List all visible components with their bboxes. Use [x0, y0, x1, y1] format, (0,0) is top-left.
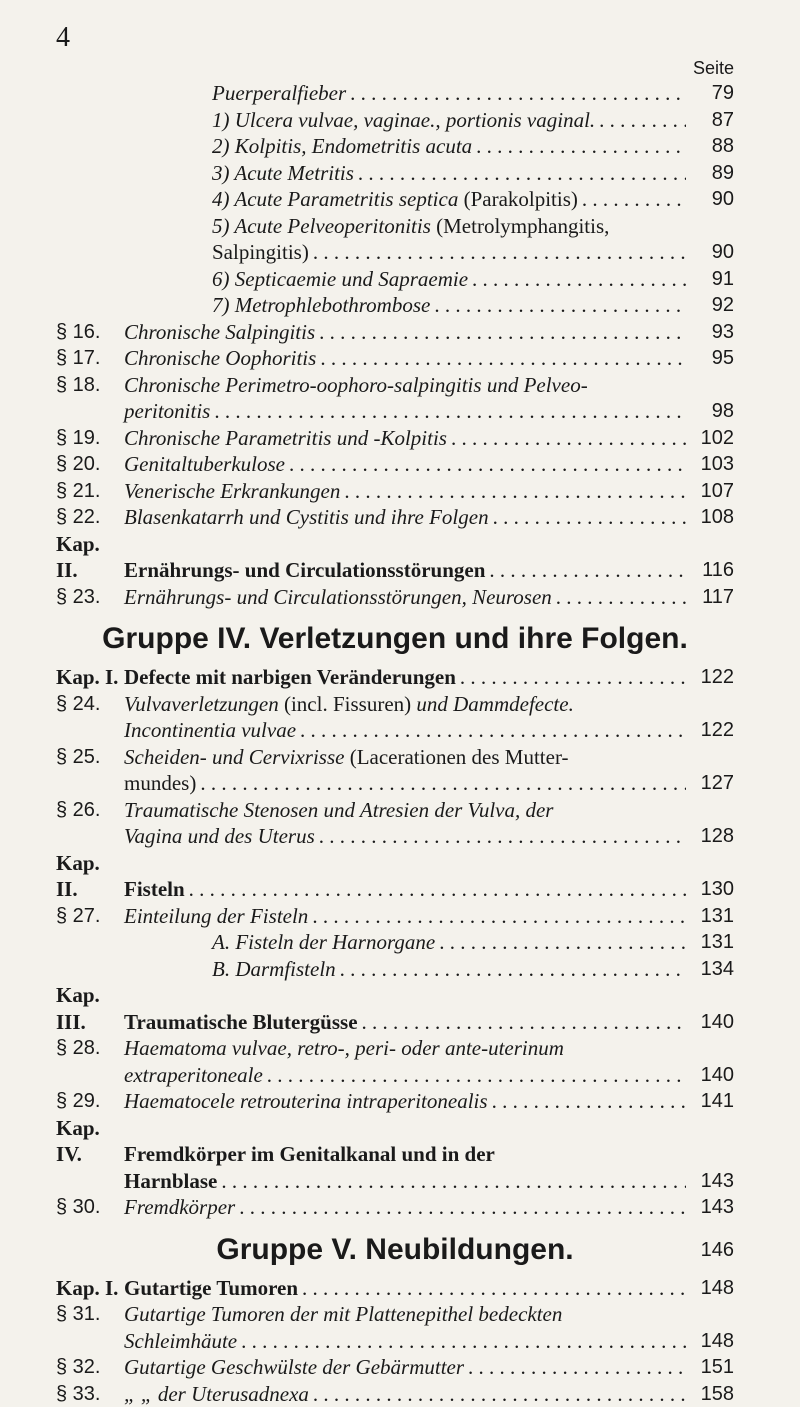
title-text: Fisteln: [124, 877, 185, 901]
page-ref: 143: [692, 1168, 734, 1195]
title-text: 6) Septicaemie und Sapraemie: [212, 267, 468, 291]
entry-title: [212, 186, 578, 213]
toc-entry: [56, 1115, 734, 1168]
dot-leader: [313, 239, 686, 266]
section-number: § 28.: [56, 1035, 124, 1062]
page-ref: 127: [692, 770, 734, 797]
title-text: Scheiden- und Cervixrisse: [124, 745, 344, 769]
section-number: § 20.: [56, 451, 124, 478]
dot-leader: [599, 107, 686, 134]
page-ref: 141: [692, 1088, 734, 1115]
page-ref: 130: [692, 876, 734, 903]
entry-body: [124, 664, 692, 691]
title-text: Ernährungs- und Circulationsstörungen: [124, 558, 485, 582]
dot-leader: [492, 1088, 686, 1115]
toc-entry: [56, 717, 734, 744]
title-text: B. Darmfisteln: [212, 957, 336, 981]
entry-title: [124, 1168, 217, 1195]
entry-body: [124, 1194, 692, 1221]
title-text: Fremdkörper im Genitalkanal und in der: [124, 1142, 495, 1166]
page-column-label: Seite: [693, 58, 734, 79]
page-ref: 122: [692, 664, 734, 691]
page-ref: 146: [701, 1233, 734, 1267]
entry-title: [124, 372, 588, 399]
title-text: 5) Acute Pelveoperitonitis: [212, 214, 431, 238]
page-ref: 134: [692, 956, 734, 983]
entry-body: [124, 425, 692, 452]
dot-leader: [320, 345, 686, 372]
page-ref: 90: [692, 186, 734, 213]
title-upright: (Parakolpitis): [458, 187, 578, 211]
entry-body: [124, 1275, 692, 1302]
entry-title: [124, 1009, 358, 1036]
dot-leader: [472, 266, 686, 293]
entry-body: [124, 1088, 692, 1115]
section-number: § 16.: [56, 319, 124, 346]
title-text: Puerperalfieber: [212, 81, 346, 105]
entry-title: [124, 823, 315, 850]
title-text: Vulvaverletzungen: [124, 692, 279, 716]
entry-body: [124, 929, 692, 956]
section-number: Kap. IV.: [56, 1115, 124, 1168]
title-continuation: Incontinentia vulvae: [124, 718, 296, 742]
entry-body: [124, 1009, 692, 1036]
title-text: „ „ der Uterusadnexa: [124, 1382, 309, 1406]
toc-entry: [56, 107, 734, 134]
entry-title: [212, 292, 430, 319]
entry-body: [124, 239, 692, 266]
toc-entry: [56, 1194, 734, 1221]
section-number: § 26.: [56, 797, 124, 824]
section-number: Kap. II.: [56, 850, 124, 903]
entry-title: [124, 398, 210, 425]
dot-leader: [221, 1168, 686, 1195]
page-ref: 122: [692, 717, 734, 744]
entry-body: [124, 292, 692, 319]
title-upright: (Metrolymphangitis,: [431, 214, 609, 238]
entry-body: [124, 1035, 692, 1062]
entry-title: [212, 107, 595, 134]
toc-entry: [56, 478, 734, 505]
page-ref: 143: [692, 1194, 734, 1221]
page-ref: 140: [692, 1009, 734, 1036]
title-text: Haematocele retrouterina intraperitonealis: [124, 1089, 488, 1113]
title-text: Traumatische Stenosen und Atresien der Vulva, der: [124, 798, 553, 822]
entry-title: [212, 133, 472, 160]
dot-leader: [289, 451, 686, 478]
page-ref: 95: [692, 345, 734, 372]
title-continuation: peritonitis: [124, 399, 210, 423]
entry-body: [124, 372, 692, 399]
entry-title: [212, 80, 346, 107]
title-text: 1) Ulcera vulvae, vaginae., portionis vaginal.: [212, 108, 595, 132]
title-text: A. Fisteln der Harnorgane: [212, 930, 435, 954]
page-ref: 117: [692, 584, 734, 611]
page-ref: 151: [692, 1354, 734, 1381]
title-text: 4) Acute Parametritis septica: [212, 187, 458, 211]
entry-title: [212, 160, 354, 187]
dot-leader: [362, 1009, 686, 1036]
title-continuation: Schleimhäute: [124, 1329, 237, 1353]
entry-title: [124, 903, 308, 930]
section-number: § 19.: [56, 425, 124, 452]
dot-leader: [468, 1354, 686, 1381]
group-title: Gruppe V. Neubildungen.: [216, 1233, 573, 1267]
entry-body: [124, 717, 692, 744]
entry-body: [124, 557, 692, 584]
title-continuation: Salpingitis): [212, 240, 309, 264]
entry-body: [124, 744, 692, 771]
entry-title: [124, 1301, 562, 1328]
entry-title: [124, 319, 315, 346]
entry-title: [124, 1062, 263, 1089]
toc-entry: [56, 929, 734, 956]
entry-body: [124, 319, 692, 346]
section-number: § 30.: [56, 1194, 124, 1221]
toc-entry: [56, 1275, 734, 1302]
page-ref: 102: [692, 425, 734, 452]
entry-title: [124, 1328, 237, 1355]
title-text: Venerische Erkrankungen: [124, 479, 340, 503]
entry-title: [124, 664, 456, 691]
toc-entry: [56, 1381, 734, 1407]
page-ref: 107: [692, 478, 734, 505]
group-heading: [56, 1233, 734, 1267]
dot-leader: [319, 823, 686, 850]
title-text: Chronische Oophoritis: [124, 346, 316, 370]
entry-body: [124, 956, 692, 983]
dot-leader: [460, 664, 686, 691]
entry-body: [124, 584, 692, 611]
page-ref: 90: [692, 239, 734, 266]
section-number: § 23.: [56, 584, 124, 611]
page-ref: 79: [692, 80, 734, 107]
dot-leader: [476, 133, 686, 160]
page-ref: 108: [692, 504, 734, 531]
toc-entry: [56, 80, 734, 107]
title-text: Fremdkörper: [124, 1195, 235, 1219]
dot-leader: [350, 80, 686, 107]
section-number: § 29.: [56, 1088, 124, 1115]
group-title: Gruppe IV. Verletzungen und ihre Folgen.: [102, 622, 688, 656]
page-ref: 93: [692, 319, 734, 346]
toc-entry: [56, 186, 734, 213]
title-text: Defecte mit narbigen Veränderungen: [124, 665, 456, 689]
toc-entry: [56, 1062, 734, 1089]
entry-title: [124, 584, 552, 611]
page-ref: 89: [692, 160, 734, 187]
title-text: Blasenkatarrh und Cystitis und ihre Folgen: [124, 505, 489, 529]
entry-title: [124, 345, 316, 372]
toc-entry: [56, 160, 734, 187]
page-ref: 116: [692, 557, 734, 584]
entry-title: [124, 797, 553, 824]
toc-entry: [56, 1301, 734, 1328]
title-text: 2) Kolpitis, Endometritis acuta: [212, 134, 472, 158]
entry-title: [124, 876, 185, 903]
entry-body: [124, 797, 692, 824]
section-number: Kap. III.: [56, 982, 124, 1035]
entry-body: [124, 398, 692, 425]
entry-title: [124, 691, 574, 718]
entry-title: [212, 956, 336, 983]
entry-body: [124, 186, 692, 213]
dot-leader: [300, 717, 686, 744]
entry-body: [124, 345, 692, 372]
section-number: § 22.: [56, 504, 124, 531]
title-upright: (Lacerationen des Mutter-: [344, 745, 568, 769]
dot-leader: [358, 160, 686, 187]
page-ref: 91: [692, 266, 734, 293]
toc-entry: [56, 1328, 734, 1355]
toc-entry: [56, 1035, 734, 1062]
toc-entry: [56, 133, 734, 160]
dot-leader: [313, 1381, 686, 1407]
entry-title: [124, 451, 285, 478]
entry-body: [124, 1168, 692, 1195]
entry-title: [124, 425, 447, 452]
section-number: § 24.: [56, 691, 124, 718]
dot-leader: [489, 557, 686, 584]
toc-entry: [56, 292, 734, 319]
page-ref: 98: [692, 398, 734, 425]
page-ref: 103: [692, 451, 734, 478]
entry-title: [212, 213, 609, 240]
entry-body: [124, 823, 692, 850]
toc-entry: [56, 982, 734, 1035]
title-text: Haematoma vulvae, retro-, peri- oder ante-uterinum: [124, 1036, 564, 1060]
entry-title: [124, 1194, 235, 1221]
toc-entry: [56, 1168, 734, 1195]
title-text: Chronische Parametritis und -Kolpitis: [124, 426, 447, 450]
section-number: § 31.: [56, 1301, 124, 1328]
entry-title: [124, 1354, 464, 1381]
toc-entry: [56, 239, 734, 266]
dot-leader: [267, 1062, 686, 1089]
dot-leader: [189, 876, 686, 903]
entry-title: [124, 557, 485, 584]
title-text: Genitaltuberkulose: [124, 452, 285, 476]
entry-title: [124, 744, 569, 771]
title-text: Gutartige Tumoren der mit Plattenepithel bedeckten: [124, 1302, 562, 1326]
entry-body: [124, 691, 692, 718]
title-text: 7) Metrophlebothrombose: [212, 293, 430, 317]
section-number: § 17.: [56, 345, 124, 372]
group-heading: [56, 622, 734, 656]
toc-entry: [56, 850, 734, 903]
toc-entry: [56, 319, 734, 346]
entry-body: [124, 876, 692, 903]
entry-title: [124, 1275, 298, 1302]
toc-entry: [56, 398, 734, 425]
entry-title: [212, 266, 468, 293]
entry-title: [124, 717, 296, 744]
entry-body: [124, 1381, 692, 1407]
entry-body: [124, 451, 692, 478]
page-ref: 140: [692, 1062, 734, 1089]
dot-leader: [582, 186, 686, 213]
entry-body: [124, 478, 692, 505]
title-text: Chronische Salpingitis: [124, 320, 315, 344]
toc-entry: [56, 584, 734, 611]
title-text: Ernährungs- und Circulationsstörungen, Neurosen: [124, 585, 552, 609]
entry-title: [124, 1088, 488, 1115]
title-text: Gutartige Geschwülste der Gebärmutter: [124, 1355, 464, 1379]
toc-entry: [56, 797, 734, 824]
entry-title: [124, 478, 340, 505]
toc-entry: [56, 956, 734, 983]
entry-body: [124, 1328, 692, 1355]
entry-title: [124, 1381, 309, 1407]
dot-leader: [302, 1275, 686, 1302]
entry-body: [124, 504, 692, 531]
toc-entry: [56, 691, 734, 718]
toc-entry: [56, 823, 734, 850]
toc-entry: [56, 770, 734, 797]
dot-leader: [200, 770, 686, 797]
page-ref: 131: [692, 929, 734, 956]
toc-entry: [56, 372, 734, 399]
entry-body: [124, 1062, 692, 1089]
page-number: 4: [56, 22, 70, 54]
section-number: § 25.: [56, 744, 124, 771]
page-ref: 131: [692, 903, 734, 930]
section-number: Kap. I.: [56, 1275, 124, 1302]
dot-leader: [340, 956, 686, 983]
title-continuation: mundes): [124, 771, 196, 795]
dot-leader: [319, 319, 686, 346]
entry-title: [124, 504, 489, 531]
dot-leader: [241, 1328, 686, 1355]
dot-leader: [493, 504, 686, 531]
entry-title: [124, 770, 196, 797]
section-number: § 21.: [56, 478, 124, 505]
toc-entry: [56, 213, 734, 240]
entry-body: [124, 1354, 692, 1381]
toc-entry: [56, 1088, 734, 1115]
dot-leader: [451, 425, 686, 452]
entry-body: [124, 770, 692, 797]
table-of-contents: [56, 80, 734, 1407]
entry-title: [212, 239, 309, 266]
dot-leader: [344, 478, 686, 505]
entry-title: [212, 929, 435, 956]
dot-leader: [434, 292, 686, 319]
section-number: § 18.: [56, 372, 124, 399]
title-continuation: Harnblase: [124, 1169, 217, 1193]
toc-entry: [56, 504, 734, 531]
page-ref: 92: [692, 292, 734, 319]
entry-body: [124, 80, 692, 107]
toc-entry: [56, 451, 734, 478]
page-ref: 88: [692, 133, 734, 160]
title-text: Gutartige Tumoren: [124, 1276, 298, 1300]
section-number: § 33.: [56, 1381, 124, 1407]
page-ref: 148: [692, 1275, 734, 1302]
toc-entry: [56, 345, 734, 372]
title-text: 3) Acute Metritis: [212, 161, 354, 185]
toc-entry: [56, 1354, 734, 1381]
section-number: § 32.: [56, 1354, 124, 1381]
section-number: Kap. II.: [56, 531, 124, 584]
dot-leader: [214, 398, 686, 425]
title-continuation: Vagina und des Uterus: [124, 824, 315, 848]
title-continuation: extraperitoneale: [124, 1063, 263, 1087]
title-text-2: und Dammdefecte.: [411, 692, 574, 716]
toc-entry: [56, 903, 734, 930]
title-text: Traumatische Blutergüsse: [124, 1010, 358, 1034]
dot-leader: [312, 903, 686, 930]
page-ref: 87: [692, 107, 734, 134]
section-number: Kap. I.: [56, 664, 124, 691]
toc-entry: [56, 266, 734, 293]
toc-entry: [56, 664, 734, 691]
entry-body: [124, 133, 692, 160]
toc-entry: [56, 425, 734, 452]
toc-entry: [56, 744, 734, 771]
title-text: Einteilung der Fisteln: [124, 904, 308, 928]
title-text: Chronische Perimetro-oophoro-salpingitis und Pelveo-: [124, 373, 588, 397]
entry-body: [124, 266, 692, 293]
page-ref: 158: [692, 1381, 734, 1407]
entry-body: [124, 1301, 692, 1328]
page-ref: 128: [692, 823, 734, 850]
entry-body: [124, 213, 692, 240]
title-upright: (incl. Fissuren): [279, 692, 411, 716]
dot-leader: [439, 929, 686, 956]
dot-leader: [556, 584, 686, 611]
entry-title: [124, 1035, 564, 1062]
entry-body: [124, 903, 692, 930]
section-number: § 27.: [56, 903, 124, 930]
dot-leader: [239, 1194, 686, 1221]
entry-body: [124, 107, 692, 134]
toc-entry: [56, 531, 734, 584]
page-ref: 148: [692, 1328, 734, 1355]
entry-body: [124, 160, 692, 187]
entry-body: [124, 1141, 692, 1168]
entry-title: [124, 1141, 495, 1168]
